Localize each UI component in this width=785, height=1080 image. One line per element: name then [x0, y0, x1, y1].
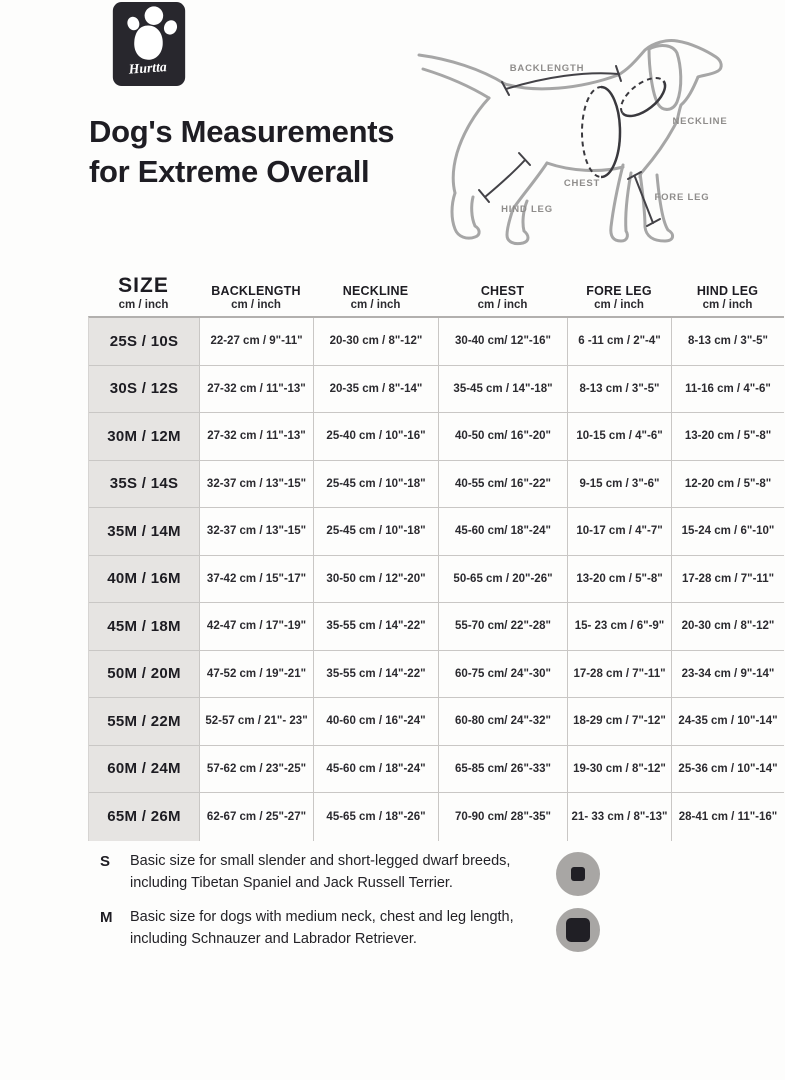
foreleg-cell: 18-29 cm / 7"-12" — [567, 698, 671, 745]
table-row — [89, 366, 784, 414]
header-size — [88, 263, 199, 316]
hindleg-cell: 15-24 cm / 6"-10" — [671, 508, 784, 555]
neckline-cell: 25-45 cm / 10"-18" — [313, 461, 438, 508]
table-row — [89, 793, 784, 841]
chest-cell: 50-65 cm / 20"-26" — [438, 556, 567, 603]
table-body — [88, 316, 784, 841]
backlength-cell: 32-37 cm / 13"-15" — [199, 461, 313, 508]
hindleg-cell: 11-16 cm / 4"-6" — [671, 366, 784, 413]
size-cell: 25S / 10S — [89, 318, 199, 365]
neckline-cell: 30-50 cm / 12"-20" — [313, 556, 438, 603]
foreleg-cell: 15- 23 cm / 6"-9" — [567, 603, 671, 650]
backlength-cell: 42-47 cm / 17"-19" — [199, 603, 313, 650]
backlength-cell: 32-37 cm / 13"-15" — [199, 508, 313, 555]
chest-cell: 55-70 cm/ 22"-28" — [438, 603, 567, 650]
table-row — [89, 461, 784, 509]
footnotes — [100, 851, 660, 963]
size-cell: 65M / 26M — [89, 793, 199, 841]
table-row — [89, 651, 784, 699]
table-row — [89, 556, 784, 604]
chest-cell: 60-75 cm/ 24"-30" — [438, 651, 567, 698]
size-cell: 40M / 16M — [89, 556, 199, 603]
size-table — [88, 263, 784, 841]
hindleg-cell: 12-20 cm / 5"-8" — [671, 461, 784, 508]
backlength-cell: 37-42 cm / 15"-17" — [199, 556, 313, 603]
chest-cell: 60-80 cm/ 24"-32" — [438, 698, 567, 745]
chest-cell: 40-50 cm/ 16"-20" — [438, 413, 567, 460]
header-neckline — [313, 263, 438, 316]
header-hindleg — [671, 263, 784, 316]
neckline-cell: 20-30 cm / 8"-12" — [313, 318, 438, 365]
header-foreleg — [567, 263, 671, 316]
chest-label: CHEST — [563, 178, 601, 189]
neckline-cell: 25-45 cm / 10"-18" — [313, 508, 438, 555]
header-backlength — [199, 263, 313, 316]
hindleg-cell: 13-20 cm / 5"-8" — [671, 413, 784, 460]
foreleg-cell: 19-30 cm / 8"-12" — [567, 746, 671, 793]
neckline-label: NECKLINE — [672, 116, 728, 127]
size-cell: 45M / 18M — [89, 603, 199, 650]
backlength-label: BACKLENGTH — [509, 63, 585, 74]
header-neckline-label: NECKLINE — [342, 284, 409, 298]
table-row — [89, 698, 784, 746]
page-title-line1: Dog's Measurements — [89, 114, 395, 149]
size-cell: 35M / 14M — [89, 508, 199, 555]
page-title — [89, 112, 394, 192]
medium-square-in-circle-icon — [548, 907, 608, 952]
table-row — [89, 603, 784, 651]
chest-girth-ellipse — [582, 87, 620, 177]
footnote-m — [100, 907, 660, 952]
table-row — [89, 746, 784, 794]
footnote-s-letter: S — [100, 853, 111, 870]
chest-cell: 30-40 cm/ 12"-16" — [438, 318, 567, 365]
size-cell: 30M / 12M — [89, 413, 199, 460]
footnote-m-text: Basic size for dogs with medium neck, chest and leg length, including Schnauzer and Labrador Retriever. — [130, 909, 514, 947]
neckline-cell: 25-40 cm / 10"-16" — [313, 413, 438, 460]
backlength-cell: 62-67 cm / 25"-27" — [199, 793, 313, 841]
foreleg-cell: 10-15 cm / 4"-6" — [567, 413, 671, 460]
backlength-cell: 27-32 cm / 11"-13" — [199, 413, 313, 460]
footnote-s-text: Basic size for small slender and short-legged dwarf breeds, including Tibetan Spaniel and Jack Russell Terrier. — [130, 853, 511, 891]
foreleg-cell: 10-17 cm / 4"-7" — [567, 508, 671, 555]
backlength-cell: 52-57 cm / 21"- 23" — [199, 698, 313, 745]
hindleg-cell: 8-13 cm / 3"-5" — [671, 318, 784, 365]
table-header-row — [88, 263, 784, 316]
table-row — [89, 413, 784, 461]
foreleg-cell: 17-28 cm / 7"-11" — [567, 651, 671, 698]
header-foreleg-unit: cm / inch — [594, 299, 644, 311]
header-neckline-unit: cm / inch — [350, 299, 401, 311]
hindleg-cell: 24-35 cm / 10"-14" — [671, 698, 784, 745]
foreleg-cell: 9-15 cm / 3"-6" — [567, 461, 671, 508]
hindleg-cell: 25-36 cm / 10"-14" — [671, 746, 784, 793]
neckline-cell: 45-65 cm / 18"-26" — [313, 793, 438, 841]
logo-wordmark: Hurtta — [128, 59, 168, 77]
foreleg-cell: 8-13 cm / 3"-5" — [567, 366, 671, 413]
neckline-cell: 40-60 cm / 16"-24" — [313, 698, 438, 745]
table-row — [89, 508, 784, 556]
size-cell: 30S / 12S — [89, 366, 199, 413]
table-row — [89, 318, 784, 366]
size-cell: 55M / 22M — [89, 698, 199, 745]
chest-cell: 70-90 cm/ 28"-35" — [438, 793, 567, 841]
neckline-cell: 35-55 cm / 14"-22" — [313, 651, 438, 698]
header-hindleg-unit: cm / inch — [702, 299, 753, 311]
footnote-m-letter: M — [100, 909, 113, 926]
header-hindleg-label: HIND LEG — [696, 284, 759, 298]
size-cell: 50M / 20M — [89, 651, 199, 698]
neckline-cell: 20-35 cm / 8"-14" — [313, 366, 438, 413]
header-backlength-unit: cm / inch — [231, 299, 281, 311]
foreleg-cell: 21- 33 cm / 8"-13" — [567, 793, 671, 841]
small-square-in-circle-icon — [548, 851, 608, 896]
page-title-line2: for Extreme Overall — [89, 154, 370, 189]
header-backlength-label: BACKLENGTH — [211, 284, 301, 298]
backlength-cell: 27-32 cm / 11"-13" — [199, 366, 313, 413]
hindleg-cell: 17-28 cm / 7"-11" — [671, 556, 784, 603]
size-cell: 60M / 24M — [89, 746, 199, 793]
dog-measurement-diagram — [415, 5, 785, 255]
hindleg-line — [485, 160, 525, 197]
footnote-s — [100, 851, 660, 896]
hindleg-cell: 28-41 cm / 11"-16" — [671, 793, 784, 841]
foreleg-label: FORE LEG — [654, 192, 710, 203]
hurtta-logo — [112, 2, 186, 88]
chest-cell: 40-55 cm/ 16"-22" — [438, 461, 567, 508]
header-chest-label: CHEST — [480, 284, 525, 298]
header-chest-unit: cm / inch — [477, 299, 528, 311]
foreleg-cell: 13-20 cm / 5"-8" — [567, 556, 671, 603]
hindleg-cell: 20-30 cm / 8"-12" — [671, 603, 784, 650]
header-size-label: SIZE — [118, 274, 169, 297]
hindleg-label: HIND LEG — [501, 204, 553, 215]
backlength-cell: 22-27 cm / 9"-11" — [199, 318, 313, 365]
measurement-lines — [479, 66, 660, 226]
neckline-cell: 35-55 cm / 14"-22" — [313, 603, 438, 650]
header-foreleg-label: FORE LEG — [586, 284, 652, 298]
header-chest — [438, 263, 567, 316]
chest-cell: 65-85 cm/ 26"-33" — [438, 746, 567, 793]
foreleg-cell: 6 -11 cm / 2"-4" — [567, 318, 671, 365]
size-cell: 35S / 14S — [89, 461, 199, 508]
backlength-cell: 47-52 cm / 19"-21" — [199, 651, 313, 698]
hindleg-cell: 23-34 cm / 9"-14" — [671, 651, 784, 698]
chest-cell: 35-45 cm / 14"-18" — [438, 366, 567, 413]
neckline-cell: 45-60 cm / 18"-24" — [313, 746, 438, 793]
backlength-cell: 57-62 cm / 23"-25" — [199, 746, 313, 793]
header-size-unit: cm / inch — [118, 299, 169, 311]
chest-cell: 45-60 cm/ 18"-24" — [438, 508, 567, 555]
